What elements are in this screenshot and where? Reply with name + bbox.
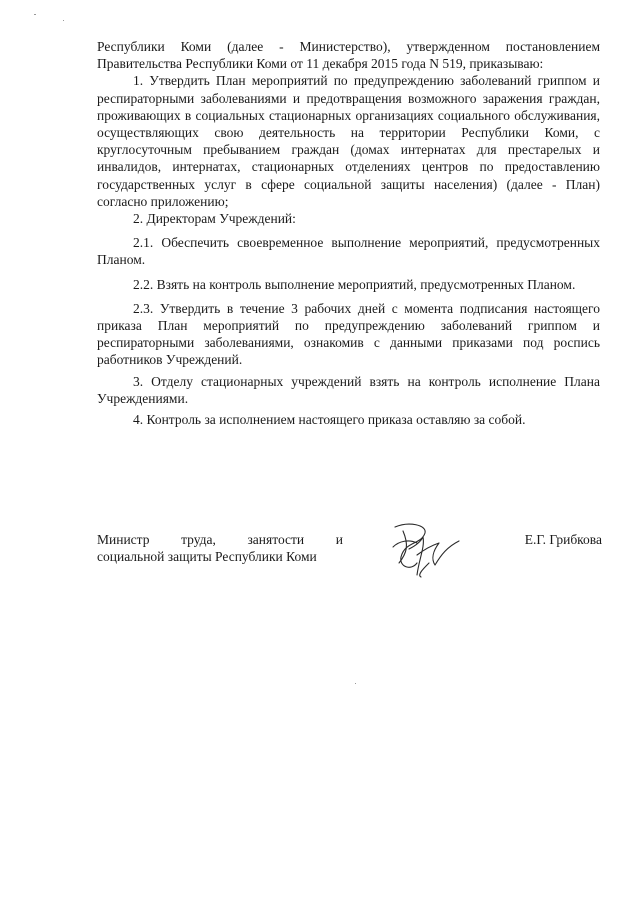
paragraph-item-2-1: 2.1. Обеспечить своевременное выполнение мероприятий, предусмотренных Планом.	[97, 235, 600, 268]
paragraph-item-3: 3. Отделу стационарных учреждений взять на контроль исполнение Плана Учреждениями.	[97, 373, 600, 406]
paragraph-intro: Республики Коми (далее - Министерство), утвержденном постановлением Правительства Республики Коми от 11 декабря 2015 года N 519, приказываю:	[97, 39, 600, 72]
paragraph-item-2-3: 2.3. Утвердить в течение 3 рабочих дней с момента подписания настоящего приказа План мероприятий по предупреждению заболеваний гриппом и респираторными заболеваниями, ознакомив с данными приказами под роспись работников Учреждений.	[97, 300, 600, 368]
signature-block	[97, 531, 602, 591]
document-body	[97, 38, 600, 428]
paragraph-item-1: 1. Утвердить План мероприятий по предупреждению заболеваний гриппом и респираторными заболеваниями и предотвращения возможного заражения граждан, проживающих в социальных стационарных организациях социального обслуживания, осуществляющих свою деятельность на территории Республики Коми, с круглосуточным пребыванием граждан (домах интернатах для престарелых и инвалидов, интернатах, стационарных отделениях центров по предоставлению государственных услуг в сфере социальной защиты населения) (далее - План) согласно приложению;	[97, 73, 600, 209]
paragraph-item-4: 4. Контроль за исполнением настоящего приказа оставляю за собой.	[133, 412, 526, 428]
signatory-position-line-2: социальной защиты Республики Коми	[97, 549, 317, 565]
scan-speck	[355, 683, 356, 684]
signatory-position	[97, 531, 343, 565]
paragraph-item-2-2: 2.2. Взять на контроль выполнение мероприятий, предусмотренных Планом.	[133, 276, 576, 292]
scan-speck	[63, 20, 64, 21]
signatory-name: Е.Г. Грибкова	[524, 532, 602, 547]
signatory-position-line-1: Министр труда, занятости и	[97, 532, 343, 547]
scan-speck	[34, 14, 36, 15]
handwritten-signature-icon	[387, 519, 467, 581]
paragraph-item-2: 2. Директорам Учреждений:	[133, 211, 296, 227]
